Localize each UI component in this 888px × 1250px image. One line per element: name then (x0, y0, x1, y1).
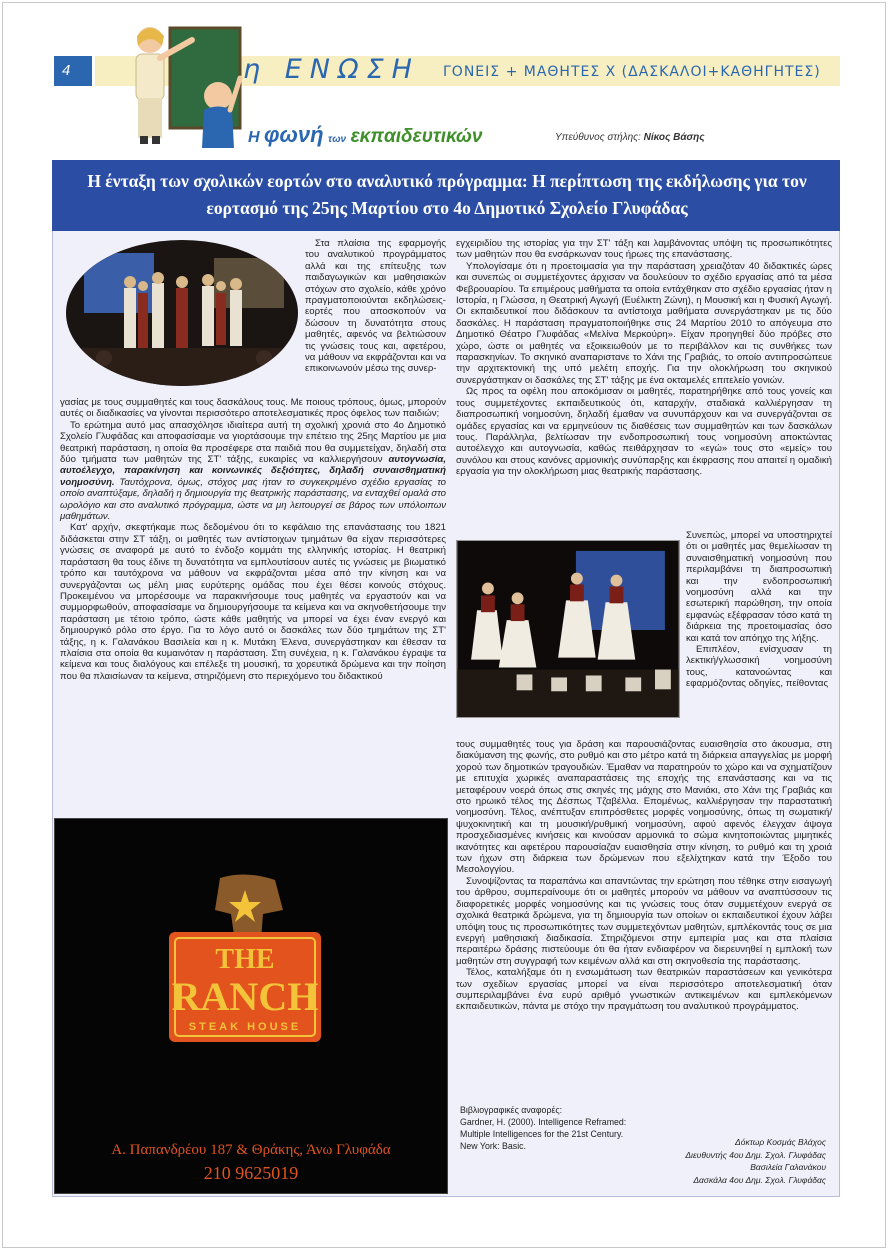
author-2: Βασιλεία Γαλανάκου (750, 1162, 826, 1172)
editor-label: Υπεύθυνος στήλης: (555, 132, 641, 143)
stage-photo-1 (64, 238, 300, 388)
left-paragraph-2 (60, 420, 446, 523)
stage-photo-2 (456, 540, 680, 718)
left-paragraph-2-text: Το ερώτημα αυτό μας απασχόλησε ιδιαίτερα αυτή τη σχολική χρονιά στο 4ο Δημοτικό Σχολείο Γλυφάδας και αποφασίσαμε να γιορτάσουμε την επέτειο της 25ης Μαρτίου με μια θεατρική παράσταση, η οποία θα προσέφερε στα παιδιά που θα συμμετείχαν, δηλαδή στα δύο τμήματα των μαθητών της ΣΤ' τάξης, ευκαιρίες να καλλιεργήσουν (60, 419, 446, 466)
bibliography (460, 1104, 626, 1152)
left-paragraph-1-cont: γασίας με τους συμμαθητές και τους δασκάλους τους. Με ποιους τρόπους, όμως, μπορούν αυτές οι διαδικασίες να γίνονται περισσότερο αποτελεσματικές προς όφελος των παιδιών; (60, 397, 446, 420)
right-column-bottom (456, 739, 832, 1013)
teacher-illustration (100, 18, 245, 148)
right-paragraph-2: Ως προς τα οφέλη που αποκόμισαν οι μαθητές, παρατηρήθηκε από τους γονείς και τους συμμετέχοντες εκπαιδευτικούς ότι, καταρχήν, σταδιακά καλλιέργησαν τη διαπροσωπική νοημοσύνη, δηλαδή έμαθαν να συνυπάρχουν και να συνεργάζονται σε ομάδες εργασίας και να ερμηνεύουν τις διαθέσεις των συμμαθητών και των δασκάλων τους. Παράλληλα, βελτίωσαν την ενδοπροσωπική τους νοημοσύνη αποκτώντας αυτοέλεγχο και αυτογνωσία, καθώς πειθάρχησαν το «εγώ» τους στο «εμείς» του συνόλου και στους κανόνες αρμονικής συνύπαρξης και έκφρασης που απαιτεί η ομαδική εργασία για την ολοκλήρωση μιας θεατρικής παράστασης. (456, 386, 832, 478)
left-paragraph-2-italic: Ταυτόχρονα, όμως, στόχος μας ήταν το συγκεκριμένο σχέδιο εργασίας το οποίο αναπτύξαμε, δηλαδή η δημιουργία της θεατρικής παράστασης, να ενταχθεί ομαλά στο ωρολόγιο και στο αναλυτικό πρόγραμμα, ώστε να μη λειτουργεί σε βάρος των υπόλοιπων μαθημάτων. (60, 476, 446, 523)
voice-teachers: εκπαιδευτικών (350, 126, 483, 147)
author-1-role: Διευθυντής 4ου Δημ. Σχολ. Γλυφάδας (685, 1149, 826, 1160)
right-narrow-paragraph-2: Επιπλέον, ενίσχυσαν τη λεκτική/γλωσσική νοημοσύνη τους, κατανοώντας και εφαρμόζοντας οδηγίες, πείθοντας (686, 644, 832, 690)
voice-of-teachers (248, 122, 482, 148)
right-paragraph-0: εγχειριδίου της ιστορίας για την ΣΤ' τάξη και λαμβάνοντας υπόψη τις προσωπικότητες των μαθητών που θα ενσάρκωναν τους ήρωες της επανάστασης. (456, 238, 832, 261)
voice-word: φωνή (264, 122, 324, 147)
left-column (60, 397, 446, 682)
right-paragraph-4: Συνοψίζοντας τα παραπάνω και απαντώντας την ερώτηση που τέθηκε στην εισαγωγή του άρθρου, συμπεραίνουμε ότι οι μαθητές μπορούν να μάθουν να αναπτύσσουν τις διαφορετικές μορφές νοημοσύνης και τις γνώσεις τους όταν συμμετέχουν ενεργά σε σχολικά θεατρικά δρώμενα, για τη δημιουργία των οποίων οι εκπαιδευτικοί έχουν λάβει υπόψη τους τις προσωπικότητες των συμμετεχόντων μαθητών, εμπλέκοντάς τους σε μια ενεργή μαθησιακή διαδικασία. Στηριζόμενοι στην εμπειρία μας και στα πλαίσια περαιτέρω δράσης πιστεύουμε ότι θα ήταν ενδιαφέρον να διερευνηθεί η εμπλοκή των μαθητών στη συγγραφή των κειμένων αλλά και στη σκηνοθεσία της παράστασης. (456, 875, 832, 967)
authors (650, 1136, 826, 1186)
right-column-top (456, 238, 832, 478)
right-paragraph-5: Τέλος, καταλήξαμε ότι η ενσωμάτωση των θεατρικών παραστάσεων και γενικότερα των σχεδίων εργασίας μπορεί να είναι περισσότερο αποτελεσματική όταν συμπεριλαμβάνει ένα ευρύ αριθμό γνωστικών αντικειμένων και εμπλεκόμενων εκπαιδευτικών, πάντα με στόχο την πραγμάτωση του αναλυτικού προγράμματος. (456, 967, 832, 1013)
header-title: η ΕΝΩΣΗ (243, 54, 420, 85)
voice-eta: Η (248, 129, 260, 146)
ranch-logo (165, 870, 325, 1050)
voice-ton: των (327, 134, 347, 145)
ad-address: Α. Παπανδρέου 187 & Θράκης, Άνω Γλυφάδα (111, 1142, 391, 1158)
left-paragraph-2-bold: αυτογνωσία, αυτοέλεγχο, παρακίνηση και κοινωνικές δεξιότητες, δηλαδή συναισθηματική νοημοσύνη. (60, 454, 446, 488)
left-column-narrow (305, 238, 446, 375)
ad-phone: 210 9625019 (203, 1163, 299, 1183)
author-2-role: Δασκάλα 4ου Δημ. Σχολ. Γλυφάδας (693, 1174, 826, 1185)
bibliography-line-1: Gardner, H. (2000). Intelligence Reframed: (460, 1117, 627, 1127)
right-column-narrow (686, 530, 832, 690)
right-paragraph-3-cont: τους συμμαθητές τους για δράση και παρουσιάζοντας ευαισθησία στο άκουσμα, στη διακύμανση της φωνής, στο ρυθμό και στο μέτρο κατά τη διάρκεια απαγγελίας με μορφή χορού των δημοτικών τραγουδιών. Έμαθαν να παρατηρούν το χώρο και να σχηματίζουν με επιτυχία χωρικές αναπαραστάσεις της εποχής της επανάστασης και να τις μεταφέρουν νοερά όπως στις σκηνές της μάχης στο Μανιάκι, στο Χάνι της Γραβιάς και στο ηρωικό τέλος της Δέσπως Τζαβέλλα. Επομένως, καλλιέργησαν την παραστατική νοημοσύνη. Τέλος, ανέπτυξαν επιπρόσθετες μορφές νοημοσύνης, όπως τη σωματική/ψυχοκινητική και τη μουσική/ρυθμική νοημοσύνη, αφού αφενός έλεγχαν άψογα προσχεδιασμένες κινήσεις και κινούσαν αρμονικά το σώμα κινητοποιώντας μιμητικές ικανότητες και αφετέρου παρουσίαζαν ευαισθησία στην κίνηση, το ρυθμό και τη χροιά των ήχων στη διάρκεια των δρώμενων που εξελίχτηκαν κατά την Έξοδο του Μεσολογγίου. (456, 739, 832, 876)
ad-brand-the: THE (215, 944, 275, 975)
bibliography-line-2: Multiple Intelligences for the 21st Century. (460, 1129, 624, 1139)
column-editor (555, 132, 705, 143)
author-1: Δόκτωρ Κοσμάς Βλάχος (735, 1137, 826, 1147)
header-subtitle: ΓΟΝΕΙΣ + ΜΑΘΗΤΕΣ Χ (ΔΑΣΚΑΛΟΙ+ΚΑΘΗΓΗΤΕΣ) (443, 64, 821, 80)
page-number: 4 (54, 56, 92, 86)
left-intro-paragraph: Στα πλαίσια της εφαρμογής του αναλυτικού προγράμματος αλλά και της επίτευξης των παιδαγωγικών και μαθησιακών στόχων στο σχολείο, κάθε χρόνο πραγματοποιούνται εκδηλώσεις-εορτές που αποσκοπούν να δώσουν τη δυνατότητα στους μαθητές, αφενός να βελτιώσουν τις γνώσεις τους και, αφετέρου, να μάθουν να εκφράζονται και να επικοινωνούν μέσω της συνερ- (305, 238, 446, 375)
editor-name: Νίκος Βάσης (643, 132, 705, 143)
article-title: Η ένταξη των σχολικών εορτών στο αναλυτικό πρόγραμμα: Η περίπτωση της εκδήλωσης για τον εορτασμό της 25ης Μαρτίου στο 4ο Δημοτικό Σχολείο Γλυφάδας (87, 171, 807, 218)
bibliography-line-3: New York: Basic. (460, 1141, 527, 1151)
right-paragraph-1: Υπολογίσαμε ότι η προετοιμασία για την παράσταση χρειαζόταν 40 διδακτικές ώρες και συνεπώς οι συμμετέχοντες άρχισαν να δουλεύουν το σχέδιο εργασίας από τα μέσα Φεβρουαρίου. Τα επιμέρους μαθήματα τα οποία εντάχθηκαν στο σχέδιο εργασίας ήταν η Ιστορία, η Γλώσσα, η Θεατρική Αγωγή (Ευέλικτη Ζώνη), η Μουσική και η Φυσική Αγωγή. Οι εκπαιδευτικοί που διδάσκουν τα αντίστοιχα μαθήματα συνεργάστηκαν με τις δύο δασκάλες. Η παράσταση πραγματοποιήθηκε στις 24 Μαρτίου 2010 το απόγευμα στο Δημοτικό Θέατρο Γλυφάδας «Μελίνα Μερκούρη». Είχαν προηγηθεί δύο πρόβες στο χώρο, ώστε οι μαθητές να εξοικειωθούν με το περιβάλλον και τις συνθήκες των παρασκηνίων. Το σκηνικό αναπαριστανε το Χάνι της Γραβιάς, το οποίο αντιπροσώπευε την αρχιτεκτονική της υπό μελέτη εποχής. Για την ολοκλήρωση του σκηνικού συνεργάστηκαν οι δασκάλες της ΣΤ' τάξης με ένα οκταμελές επιτελείο γονιών. (456, 260, 832, 386)
bibliography-heading: Βιβλιογραφικές αναφορές: (460, 1105, 563, 1115)
right-narrow-paragraph: Συνεπώς, μπορεί να υποστηριχτεί ότι οι μαθητές μας θεμελίωσαν τη συναισθηματική νοημοσύνη που περιλαμβάνει τη διαπροσωπική και την ενδοπροσωπική νοημοσύνη αλλά και την εσωτερική παρώθηση, την οποία εμφανώς εξέφρασαν τόσο κατά τη διάρκεια της προετοιμασίας όσο και κατά τον απόηχο της λήξης. (686, 530, 832, 644)
left-paragraph-3: Κατ' αρχήν, σκεφτήκαμε πως δεδομένου ότι το κεφάλαιο της επανάστασης του 1821 διδάσκεται στην ΣΤ τάξη, οι μαθητές των αντίστοιχων τμημάτων θα είχαν περισσότερες γνώσεις σε αναφορά με αυτό το ένδοξο κομμάτι της ελληνικής ιστορίας. Η θεατρική παράσταση θα τους έδινε τη δυνατότητα να εμπλουτίσουν αυτές τις γνώσεις με βιωματικό τρόπο και ταυτόχρονα να μάθουν να εκφράζονται μέσα από την κίνηση και να συνεργάζονται ως μέλη μιας ευρύτερης ομάδας που έχει θέσει κοινούς στόχους. Προκειμένου να μπορέσουμε να παρακινήσουμε τους μαθητές να εργαστούν και να συμμορφωθούν, αποφασίσαμε να δημιουργήσουμε τα κείμενα και να σκηνοθετήσουμε την παράσταση με τέτοιο τρόπο, ώστε κάθε μαθητής να μπορεί να έχει έναν ενεργό και δημιουργικό ρόλο στο έργο. Για το λόγο αυτό οι δασκάλες των δύο τμημάτων της ΣΤ' τάξης, η κ. Γαλανάκου Βασιλεία και η κ. Μυτάκη Έλενα, συνεργάστηκαν και έθεσαν τα πλαίσια στα οποία θα κυμαινόταν η παράσταση. Στη συνέχεια, η κ. Γαλανάκου έγραψε τα κείμενα και τους διαλόγους και επέλεξε τη μουσική, τα χορευτικά δρώμενα και την ποίηση που θα πλαισίωναν τα κείμενα, στηριζόμενη στο περιεχόμενο του διδακτικού (60, 522, 446, 682)
ad-brand-ranch: RANCH (171, 974, 319, 1019)
ad-brand-sub: STEAK HOUSE (188, 1021, 302, 1033)
